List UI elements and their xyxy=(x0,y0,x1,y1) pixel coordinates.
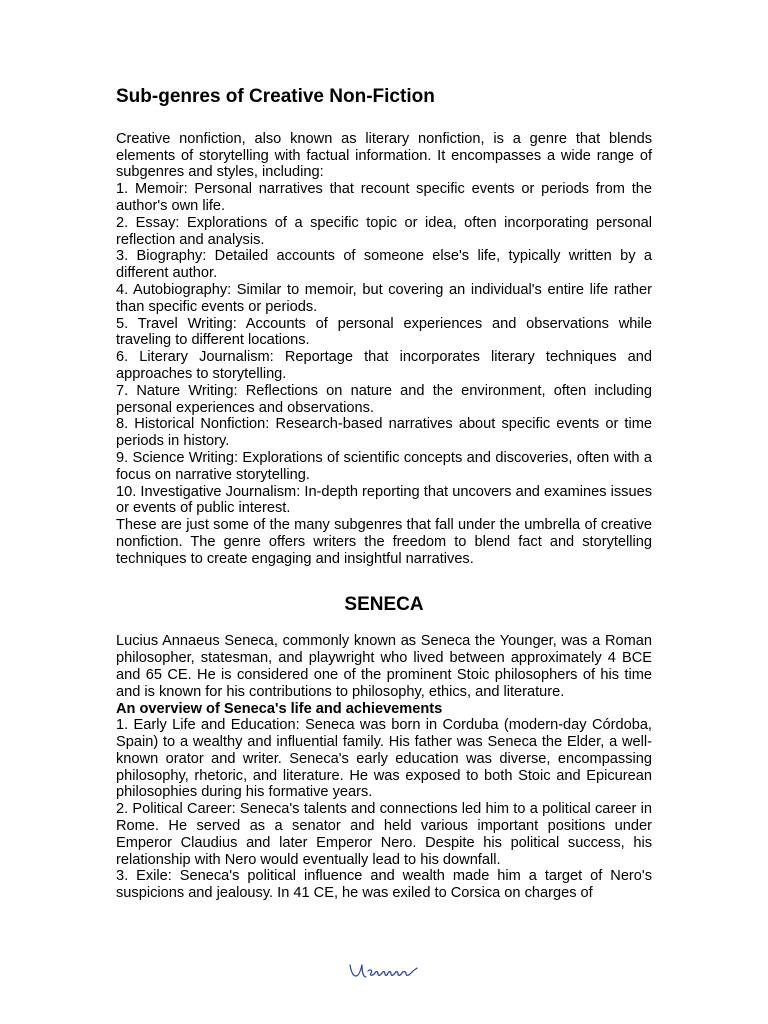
list-item: 9. Science Writing: Explorations of scientific concepts and discoveries, often with a focus on narrative storytelling. xyxy=(116,449,652,483)
closing-paragraph: These are just some of the many subgenres that fall under the umbrella of creative nonfiction. The genre offers writers the freedom to blend fact and storytelling techniques to create engaging and insightful narratives. xyxy=(116,517,652,567)
intro-paragraph: Creative nonfiction, also known as literary nonfiction, is a genre that blends elements of storytelling with factual information. It encompasses a wide range of subgenres and styles, including: xyxy=(116,130,652,181)
section-title-subgenres: Sub-genres of Creative Non-Fiction xyxy=(116,86,435,107)
list-item: 10. Investigative Journalism: In-depth reporting that uncovers and examines issues or events of public interest. xyxy=(116,483,652,517)
list-item: 7. Nature Writing: Reflections on nature and the environment, often including personal experiences and observations. xyxy=(116,382,652,416)
list-item: 2. Essay: Explorations of a specific topic or idea, often incorporating personal reflection and analysis. xyxy=(116,214,652,248)
seneca-intro-paragraph: Lucius Annaeus Seneca, commonly known as Seneca the Younger, was a Roman philosopher, statesman, and playwright who lived between approximately 4 BCE and 65 CE. He is considered one of the prominent Stoic philosophers of his time and is known for his contributions to philosophy, ethics, and literature. xyxy=(116,633,652,700)
list-item: 3. Exile: Seneca's political influence and wealth made him a target of Nero's suspicions and jealousy. In 41 CE, he was exiled to Corsica on charges of xyxy=(116,868,652,902)
seneca-subheading: An overview of Seneca's life and achievements xyxy=(116,700,443,717)
list-item: 2. Political Career: Seneca's talents and connections led him to a political career in Rome. He served as a senator and held various important positions under Emperor Claudius and later Emperor Nero. Despite his political success, his relationship with Nero would eventually lead to his downfall. xyxy=(116,801,652,868)
section-title-seneca: SENECA xyxy=(344,593,424,615)
list-item: 3. Biography: Detailed accounts of someone else's life, typically written by a different author. xyxy=(116,248,652,282)
list-item: 6. Literary Journalism: Reportage that incorporates literary techniques and approaches to storytelling. xyxy=(116,349,652,382)
list-item: 5. Travel Writing: Accounts of personal experiences and observations while traveling to different locations. xyxy=(116,315,652,349)
list-item: 1. Memoir: Personal narratives that recount specific events or periods from the author's own life. xyxy=(116,181,652,214)
document-page xyxy=(116,86,652,902)
list-item: 4. Autobiography: Similar to memoir, but covering an individual's entire life rather than specific events or periods. xyxy=(116,281,652,315)
list-item: 1. Early Life and Education: Seneca was born in Corduba (modern-day Córdoba, Spain) to a wealthy and influential family. His father was Seneca the Elder, a well-known orator and writer. Seneca's early education was diverse, encompassing philosophy, rhetoric, and literature. He was exposed to both Stoic and Epicurean philosophies during his formative years. xyxy=(116,717,652,801)
handwritten-signature xyxy=(346,957,420,985)
list-item: 8. Historical Nonfiction: Research-based narratives about specific events or time periods in history. xyxy=(116,416,652,450)
